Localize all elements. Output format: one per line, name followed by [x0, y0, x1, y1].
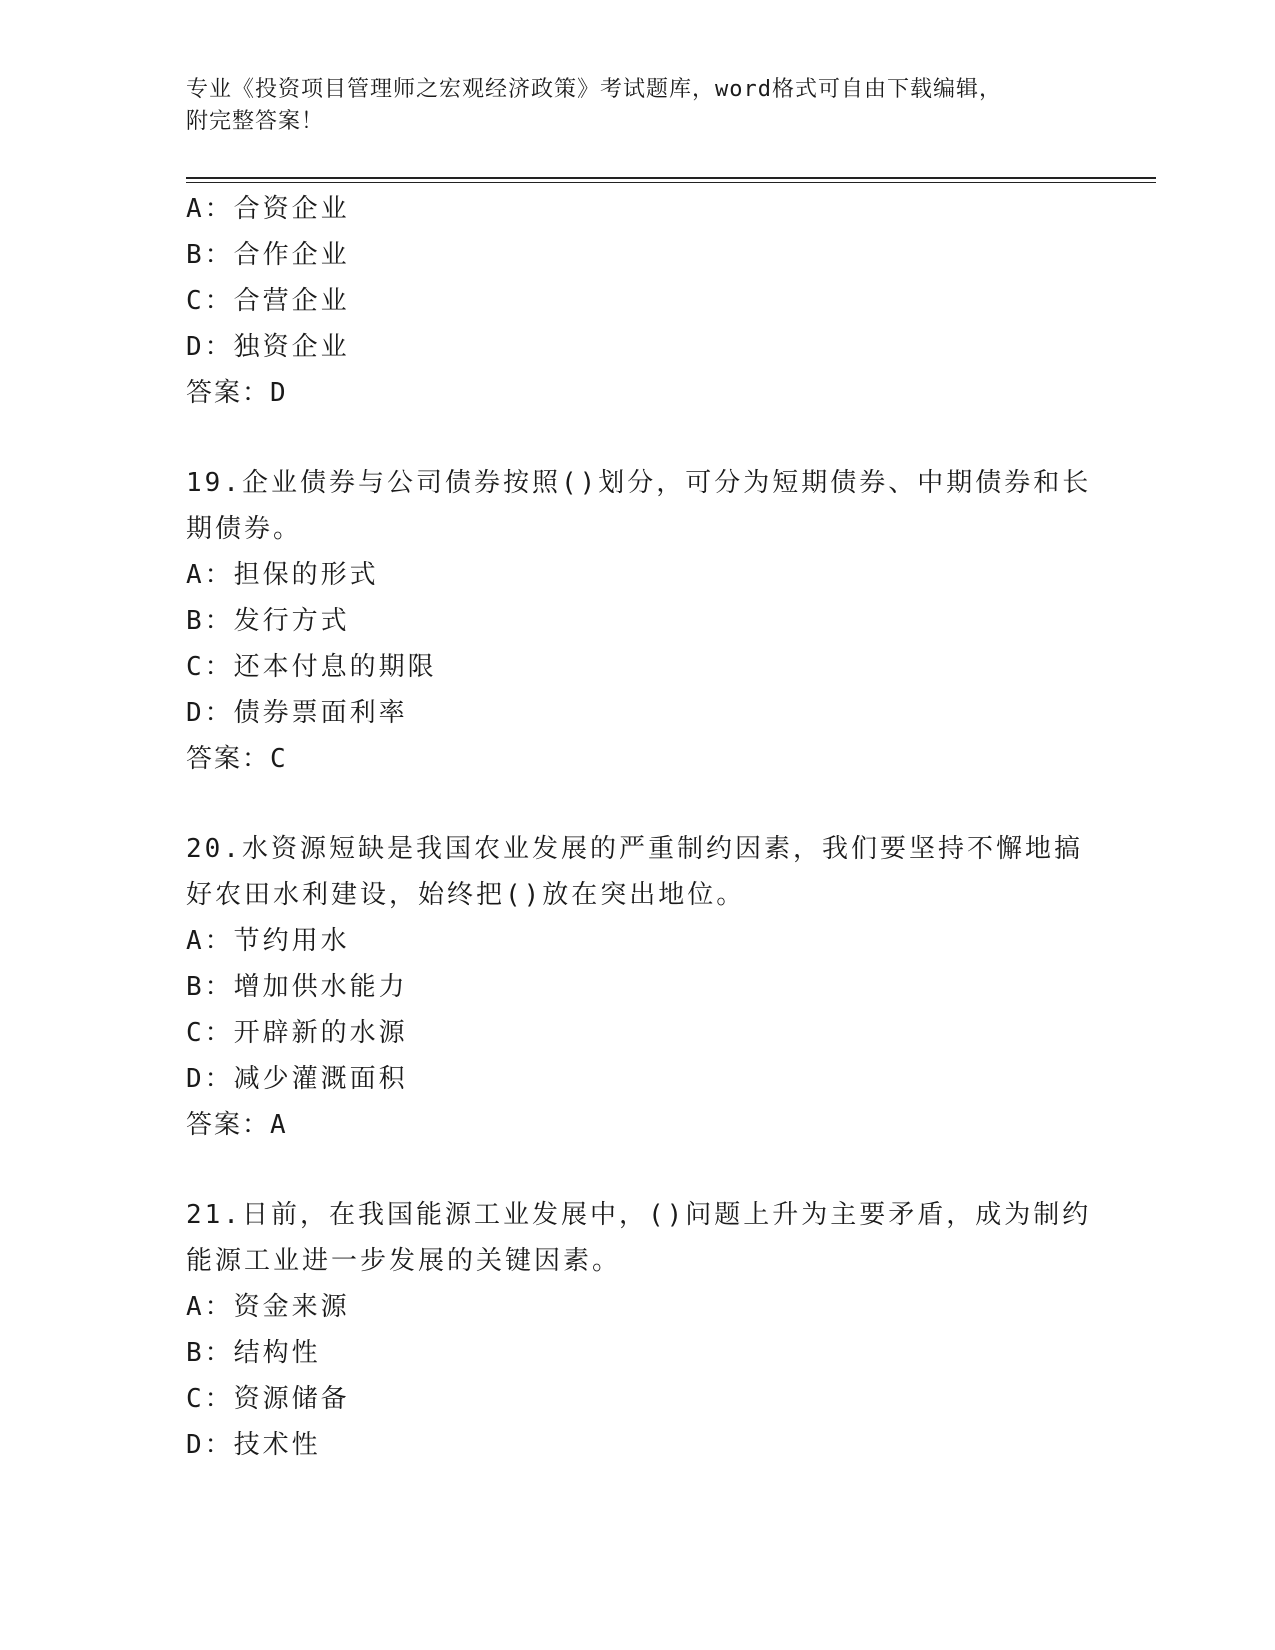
option-b: B：结构性: [186, 1338, 321, 1368]
option-d: D：技术性: [186, 1430, 321, 1460]
option-a: A：合资企业: [186, 194, 350, 224]
option-b: B：合作企业: [186, 240, 350, 270]
question-stem-line-1: 20.水资源短缺是我国农业发展的严重制约因素，我们要坚持不懈地搞: [186, 834, 1083, 864]
spacer: [186, 782, 1086, 826]
option-d: D：债券票面利率: [186, 698, 408, 728]
header-divider-thin: [186, 182, 1156, 183]
question-list: [186, 186, 1092, 1468]
question-21: [186, 1192, 1092, 1468]
question-19: [186, 460, 1092, 782]
question-stem-line-2: 好农田水利建设，始终把()放在突出地位。: [186, 880, 746, 910]
spacer: [186, 1148, 1086, 1192]
question-18: [186, 186, 1086, 416]
question-stem-line-2: 能源工业进一步发展的关键因素。: [186, 1246, 622, 1276]
option-d: D：减少灌溉面积: [186, 1064, 408, 1094]
option-c: C：合营企业: [186, 286, 350, 316]
question-20: [186, 826, 1086, 1148]
option-b: B：发行方式: [186, 606, 350, 636]
answer-line: 答案：C: [186, 744, 288, 774]
answer-line: 答案：D: [186, 378, 288, 408]
spacer: [186, 416, 1086, 460]
question-stem-line-1: 21.日前，在我国能源工业发展中，()问题上升为主要矛盾，成为制约: [186, 1200, 1092, 1230]
option-c: C：资源储备: [186, 1384, 350, 1414]
option-b: B：增加供水能力: [186, 972, 408, 1002]
answer-line: 答案：A: [186, 1110, 288, 1140]
option-a: A：担保的形式: [186, 560, 379, 590]
header-line-1: 专业《投资项目管理师之宏观经济政策》考试题库，word格式可自由下载编辑，: [186, 77, 1002, 102]
header-line-2: 附完整答案！: [186, 109, 325, 134]
document-header: [186, 74, 1086, 138]
option-d: D：独资企业: [186, 332, 350, 362]
option-c: C：开辟新的水源: [186, 1018, 408, 1048]
question-stem-line-2: 期债券。: [186, 514, 303, 544]
option-a: A：节约用水: [186, 926, 350, 956]
option-a: A：资金来源: [186, 1292, 350, 1322]
question-stem-line-1: 19.企业债券与公司债券按照()划分，可分为短期债券、中期债券和长: [186, 468, 1092, 498]
option-c: C：还本付息的期限: [186, 652, 437, 682]
header-divider-thick: [186, 177, 1156, 179]
